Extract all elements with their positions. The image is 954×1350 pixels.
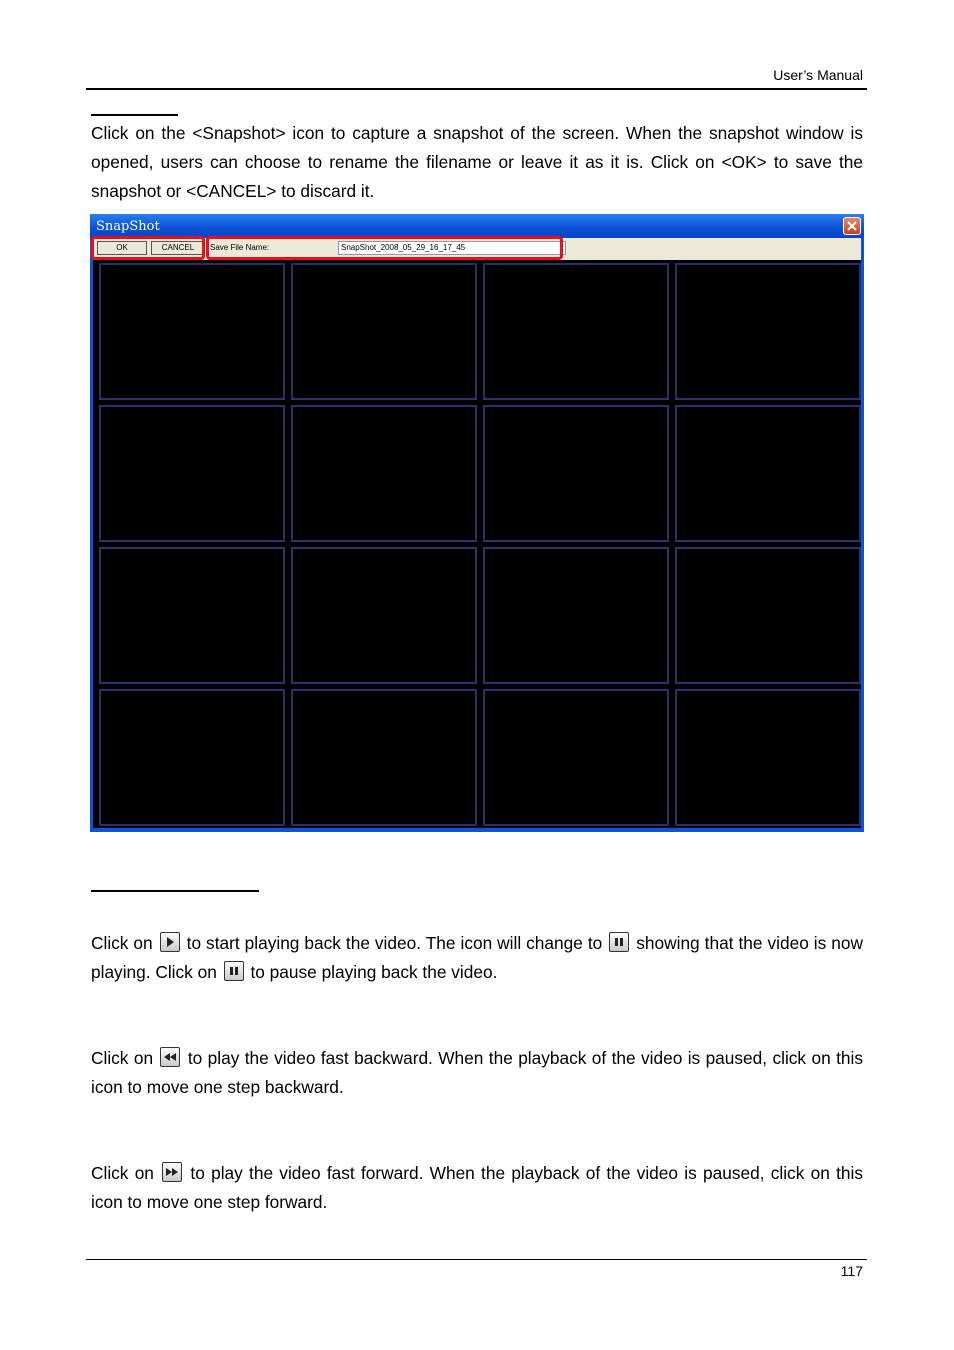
channel-cell — [291, 547, 477, 684]
play-text-2: to start playing back the video. The icon will change to — [186, 933, 603, 953]
header-divider — [86, 88, 867, 90]
play-text-4: video is now playing. Click on — [91, 933, 863, 982]
snapshot-description: Click on the <Snapshot> icon to capture a snapshot of the screen. When the snapshot window is opened, users can choose to rename the filename or leave it as it is. Click on <OK> to save the snapshot or <CANCEL> to discard it. — [91, 123, 863, 201]
channel-cell — [483, 547, 669, 684]
play-icon — [160, 932, 180, 952]
snapshot-heading-underline — [91, 114, 178, 116]
channel-cell — [675, 263, 861, 400]
fast-forward-icon — [162, 1162, 182, 1182]
channel-cell — [483, 689, 669, 826]
filename-label: Save File Name: — [210, 243, 270, 252]
snapshot-window — [90, 214, 864, 832]
channel-cell — [99, 405, 285, 542]
rewind-icon — [160, 1047, 180, 1067]
channel-cell — [99, 547, 285, 684]
channel-cell — [675, 405, 861, 542]
rewind-text-2: to play the video fast backward. When the playback of the video is paused, — [187, 1048, 768, 1068]
channel-grid — [93, 260, 861, 828]
rewind-description — [91, 1044, 863, 1102]
filename-input[interactable]: SnapShot_2008_05_29_16_17_45 — [338, 241, 566, 255]
channel-cell — [675, 689, 861, 826]
snapshot-window-title: SnapShot — [96, 219, 160, 234]
close-icon — [847, 221, 857, 231]
channel-cell — [291, 405, 477, 542]
channel-cell — [99, 689, 285, 826]
pause-icon — [224, 961, 244, 981]
header-title: User’s Manual — [773, 67, 863, 83]
forward-text-1: Click on — [91, 1163, 154, 1183]
channel-cell — [675, 547, 861, 684]
forward-text-2: to play the video fast forward. When the playback of the video is paused, click — [190, 1163, 805, 1183]
channel-cell — [99, 263, 285, 400]
channel-cell — [483, 405, 669, 542]
highlight-filename — [206, 236, 563, 260]
forward-text-3: on this icon to move one step forward. — [91, 1163, 863, 1212]
channel-cell — [291, 689, 477, 826]
pause-icon — [609, 932, 629, 952]
play-text-1: Click on — [91, 933, 153, 953]
rewind-text-3: click on this icon to move one step backward. — [91, 1048, 863, 1097]
play-text-3: showing that the — [636, 933, 763, 953]
snapshot-titlebar — [90, 214, 864, 238]
play-text-5: to pause playing back the video. — [250, 962, 498, 982]
forward-description — [91, 1159, 863, 1217]
page-number: 117 — [840, 1263, 863, 1279]
channel-cell — [483, 263, 669, 400]
cancel-button[interactable]: CANCEL — [151, 241, 205, 255]
footer-divider — [86, 1259, 867, 1260]
play-description — [91, 929, 863, 987]
highlight-ok-cancel — [91, 236, 205, 260]
close-button[interactable] — [843, 217, 861, 235]
ok-button[interactable]: OK — [97, 241, 147, 255]
channel-cell — [291, 263, 477, 400]
playback-heading-underline — [91, 890, 259, 892]
rewind-text-1: Click on — [91, 1048, 154, 1068]
